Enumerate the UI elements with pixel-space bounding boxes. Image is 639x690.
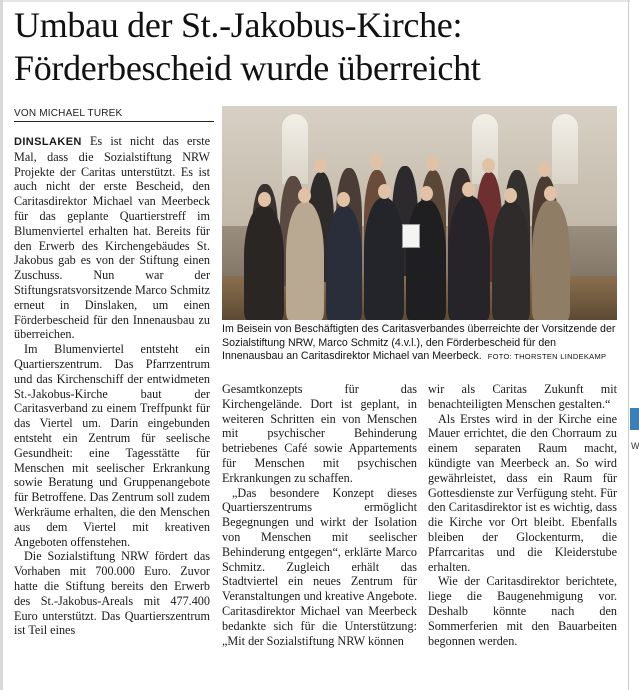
headline-line-2: Förderbescheid wurde überreicht xyxy=(14,48,481,88)
article-headline xyxy=(14,4,614,90)
photo-head xyxy=(504,188,517,203)
photo-head xyxy=(544,186,557,201)
photo-person xyxy=(532,200,570,320)
photo-person xyxy=(326,206,362,320)
article-paragraph: Wie der Caritasdirektor berichtete, liege die Baugenehmigung vor. Deshalb könnte nach den Sommerferien mit den Bauarbeiten begonnen werden. xyxy=(428,574,617,648)
group-photo xyxy=(222,106,617,320)
photo-head xyxy=(420,186,433,201)
byline: VON MICHAEL TUREK xyxy=(14,108,123,119)
photo-head xyxy=(298,188,311,203)
article-column-2 xyxy=(222,382,417,648)
photo-credit: FOTO: THORSTEN LINDEKAMP xyxy=(487,352,607,361)
photo-head xyxy=(337,192,350,207)
photo-head xyxy=(462,182,475,197)
photo-head xyxy=(370,154,383,169)
photo-head xyxy=(378,184,391,199)
article-paragraph: „Das besondere Konzept dieses Quartierszentrums ermöglicht Begegnungen und wirkt der Isolation von Menschen mit seelischer Behinderung entgegen“, erklärte Marco Schmitz. Zugleich erhält das Stadtviertel ein neues Zentrum für Veranstaltungen und kreative Angebote. Caritasdirektor Michael van Meerbeck bedankte sich für die Unterstützung: „Mit der Sozialstiftung NRW können xyxy=(222,485,417,648)
photo-head xyxy=(426,156,439,171)
photo-person xyxy=(406,200,446,320)
article-paragraph: Gesamtkonzepts für das Kirchengelände. Dort ist geplant, in weiteren Schritten ein von Menschen mit psychischer Behinderung betriebenes Café sowie Appartements für Menschen mit psychischen Erkrankungen zu schaffen. xyxy=(222,382,417,485)
page-top-rule xyxy=(0,0,639,2)
photo-head xyxy=(538,162,551,177)
article-paragraph: wir als Caritas Zukunft mit benachteiligten Menschen gestalten.“ xyxy=(428,382,617,411)
article-paragraph: Die Sozialstiftung NRW fördert das Vorhaben mit 700.000 Euro. Zuvor hatte die Stiftung bereits den Erwerb des St.-Jakobus-Areals mit 477.400 Euro unterstützt. Das Quartierszentrum ist Teil eines xyxy=(14,549,210,638)
adjacent-accent-bar xyxy=(630,408,639,430)
article-paragraph xyxy=(14,134,210,342)
headline-line-1: Umbau der St.-Jakobus-Kirche: xyxy=(14,5,463,45)
photo-person xyxy=(364,198,404,320)
photo-person xyxy=(286,202,324,320)
byline-rule xyxy=(14,121,214,122)
paragraph-text: Es ist nicht das erste Mal, dass die Sozialstiftung NRW Projekte der Caritas unterstützt. Es ist auch nicht der erste Bescheid, den Caritasdirektor Michael van Meerbeck für das geplante Quartierstreff im Blumenviertel erhalten hat. Bereits für den Erwerb des Kirchengebäudes St. Jakobus gab es von der Stiftung einen Zuschuss. Nun war der Stiftungsratsvorsitzende Marco Schmitz erneut in Dinslaken, um einen Förderbescheid für den Innenausbau zu überreichen. xyxy=(14,134,211,342)
page-left-border xyxy=(0,0,3,690)
dateline: DINSLAKEN xyxy=(14,136,82,148)
caption-text: Im Beisein von Beschäftigten des Caritasverbandes überreichte der Vorsitzende der Sozialstiftung NRW, Marco Schmitz (4.v.l.), den Förderbescheid für den Innenausbau an Caritasdirektor Michael van Meerbeck. xyxy=(222,323,616,362)
article-paragraph: Als Erstes wird in der Kirche eine Mauer errichtet, die den Chorraum zu einem separaten Raum macht, kündigte van Meerbeck an. So wird gewährleistet, dass ein Raum für Gottesdienste zur Verfügung steht. Für den Caritasdirektor ist es wichtig, dass die Kirche vor Ort bleibt. Ebenfalls bleiben der Glockenturm, die Pfarrcaritas und die Kleiderstube erhalten. xyxy=(428,411,617,574)
photo-head xyxy=(482,158,495,173)
photo-certificate xyxy=(402,224,420,248)
photo-person xyxy=(448,196,490,320)
photo-window xyxy=(552,114,578,184)
photo-head xyxy=(258,192,271,207)
adjacent-text-fragment: W xyxy=(631,441,639,451)
photo-window xyxy=(282,114,308,184)
article-column-3 xyxy=(428,382,617,648)
photo-person xyxy=(244,206,284,320)
adjacent-article-strip xyxy=(630,0,639,690)
photo-head xyxy=(314,158,327,173)
column-separator-rule xyxy=(628,0,629,690)
photo-person xyxy=(492,202,530,320)
article-column-1 xyxy=(14,134,210,638)
photo-caption xyxy=(222,323,617,364)
article-paragraph: Im Blumenviertel entsteht ein Quartierszentrum. Das Pfarrzentrum und das Kirchenschiff der entwidmeten St.-Jakobus-Kirche baut der Caritasverband zu einem Treffpunkt für das Viertel um. Darin eingebunden entsteht ein Zentrum für seelische Gesundheit: eine Tagesstätte für Menschen mit seelischer Erkrankung sowie Beratung und Gruppenangebote für Betroffene. Das Zentrum soll zudem Werkräume erhalten, die den Menschen aus dem Viertel mit kreativen Angeboten offenstehen. xyxy=(14,342,210,549)
